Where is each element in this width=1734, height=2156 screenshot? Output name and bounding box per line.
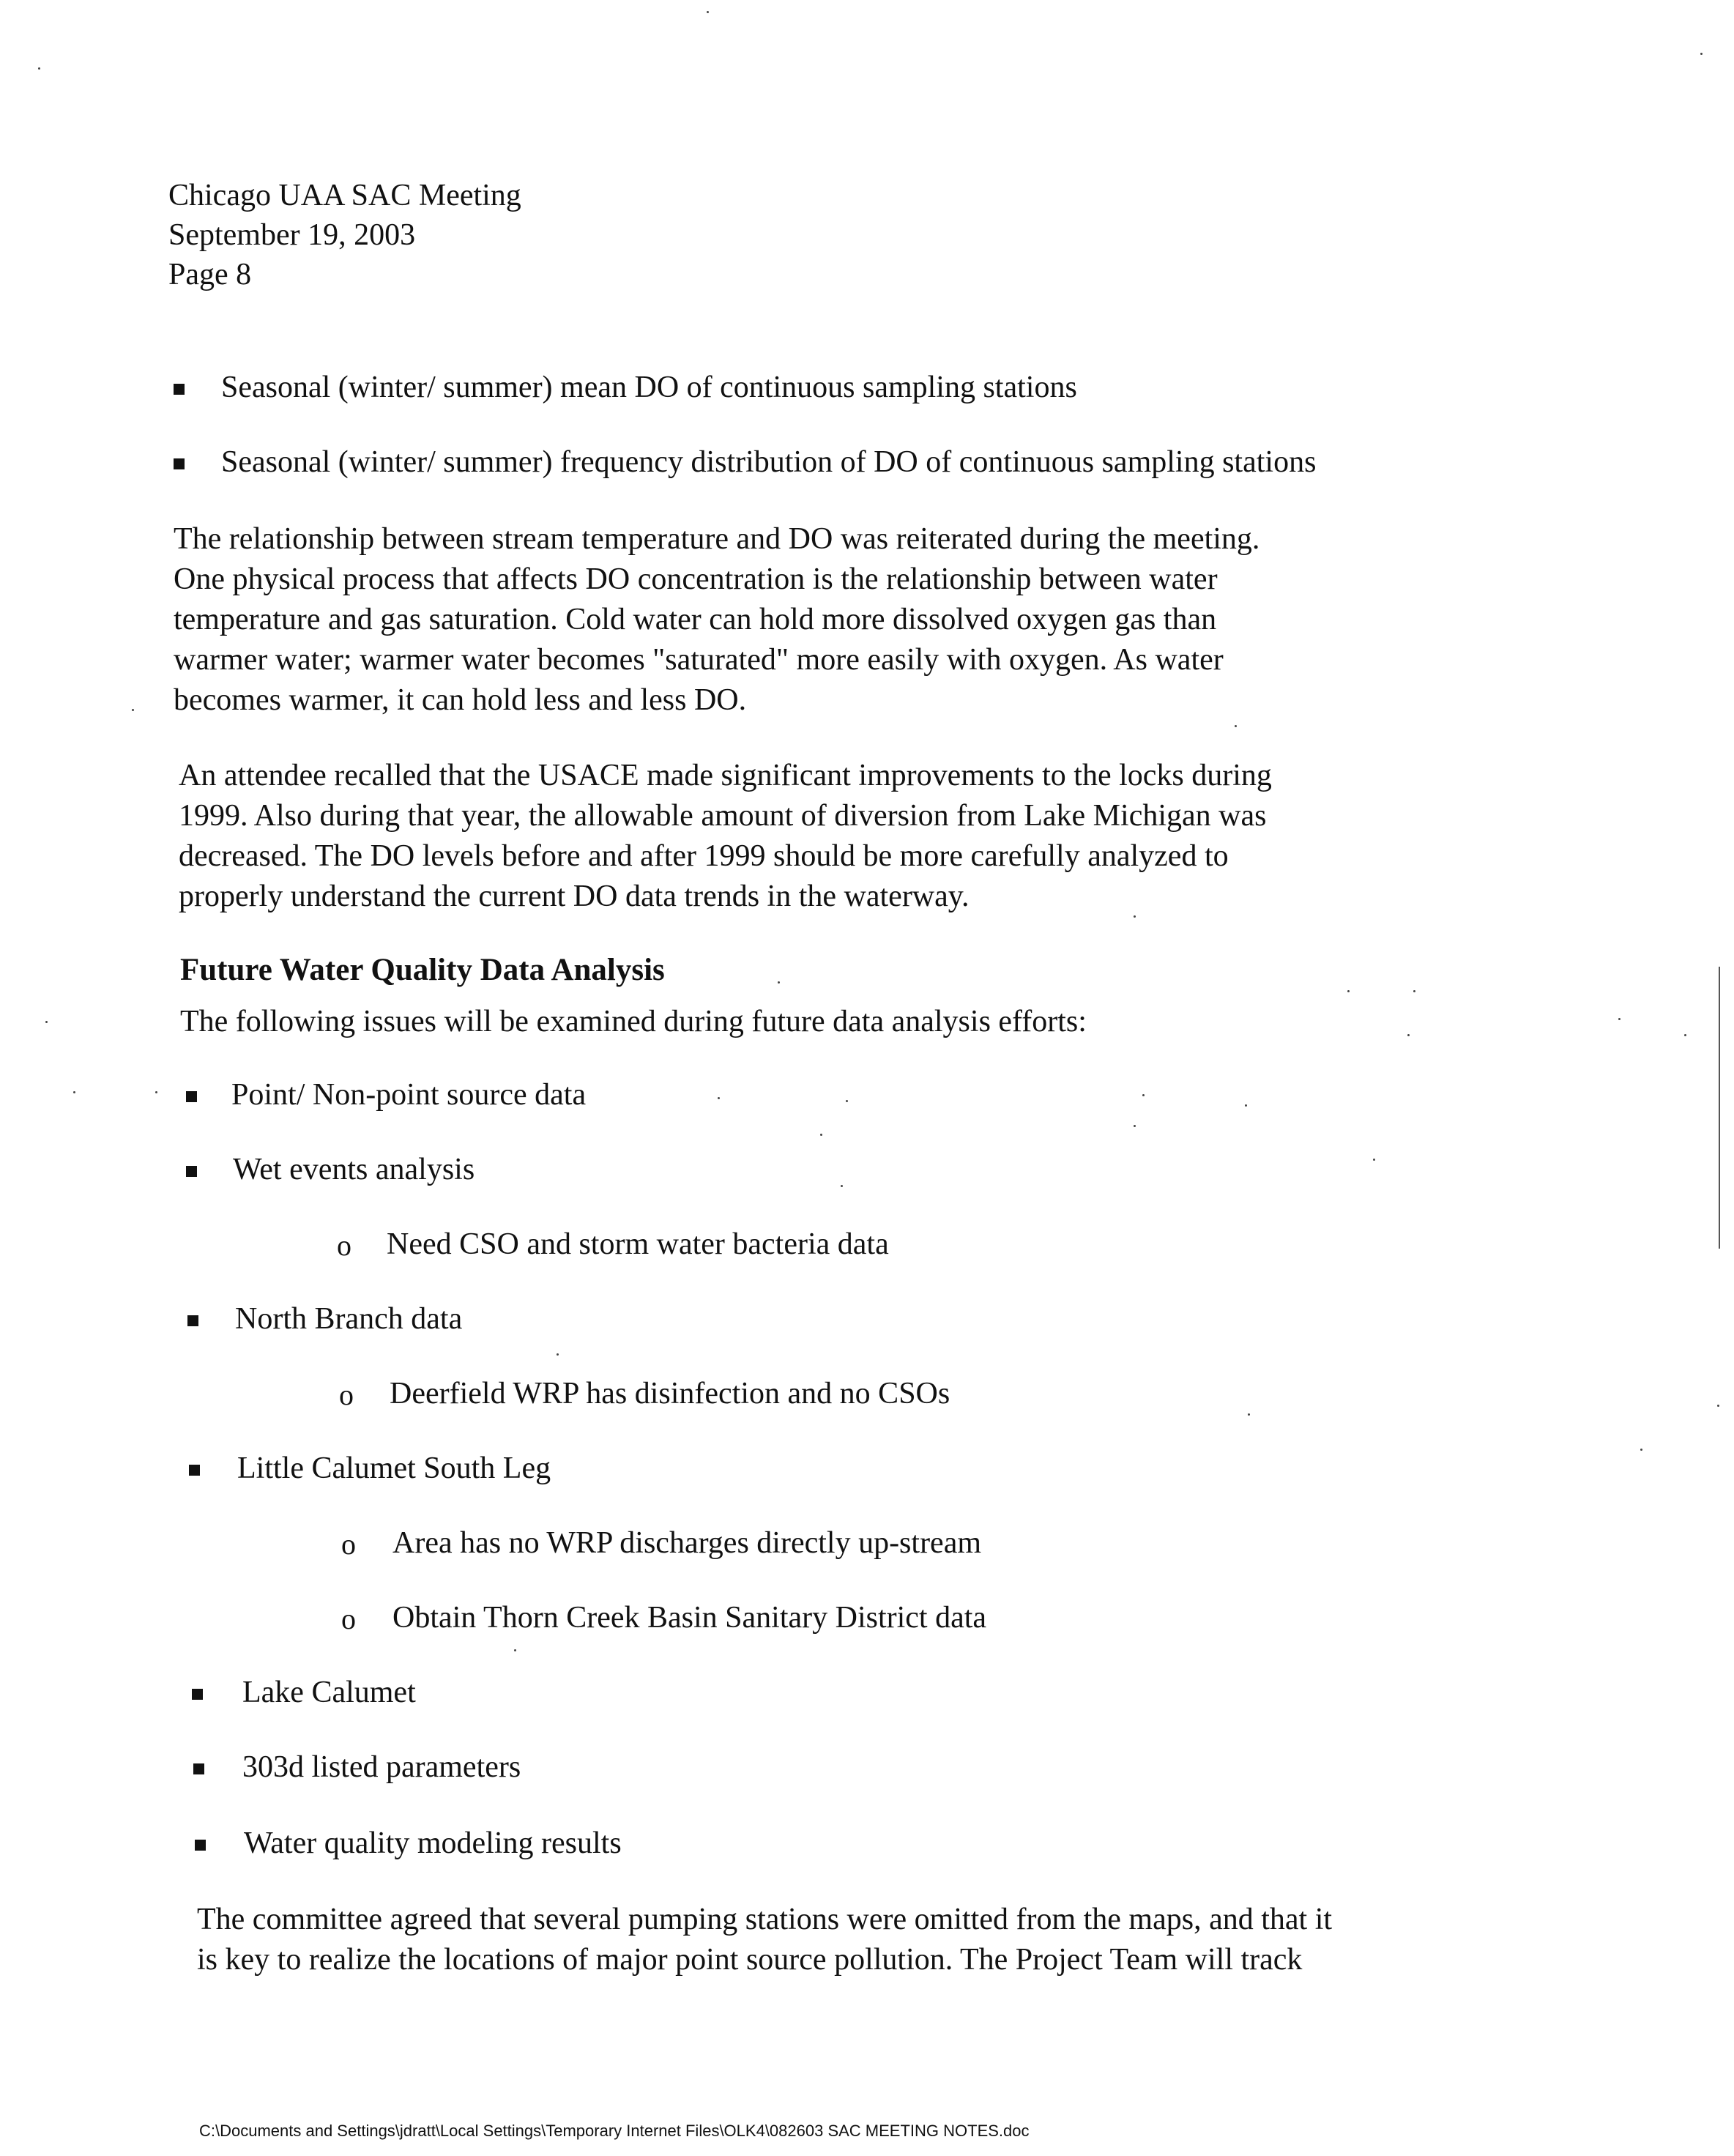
paragraph-line: The relationship between stream temperature and DO was reiterated during the meeting. <box>174 522 1260 556</box>
scan-speck <box>132 709 134 711</box>
sub-item-deerfield-wrp: Deerfield WRP has disinfection and no CSOs <box>390 1377 950 1410</box>
paragraph-line: becomes warmer, it can hold less and less DO. <box>174 683 747 717</box>
issue-wet-events: Wet events analysis <box>233 1153 475 1186</box>
paragraph-line: warmer water; warmer water becomes "saturated" more easily with oxygen. As water <box>174 643 1224 677</box>
scan-speck <box>820 1134 822 1136</box>
sub-item-thorn-creek: Obtain Thorn Creek Basin Sanitary District data <box>392 1601 987 1635</box>
scan-speck <box>1413 990 1415 992</box>
scan-speck <box>1142 1094 1145 1096</box>
scan-speck <box>514 1649 516 1651</box>
scan-speck <box>1134 915 1136 918</box>
header-page-number: Page 8 <box>168 258 252 291</box>
scan-speck <box>1700 53 1703 55</box>
paragraph-line: temperature and gas saturation. Cold water can hold more dissolved oxygen gas than <box>174 603 1217 636</box>
paragraph-line: The committee agreed that several pumping stations were omitted from the maps, and that it <box>197 1903 1333 1936</box>
scan-speck <box>1134 1125 1136 1127</box>
paragraph-line: An attendee recalled that the USACE made significant improvements to the locks during <box>179 759 1272 792</box>
scan-edge-line <box>1719 967 1720 1249</box>
scan-speck <box>1347 990 1350 992</box>
header-date: September 19, 2003 <box>168 218 416 252</box>
paragraph-line: decreased. The DO levels before and after 1999 should be more carefully analyzed to <box>179 839 1229 873</box>
sub-bullet-marker: o <box>341 1602 356 1635</box>
header-title: Chicago UAA SAC Meeting <box>168 179 521 212</box>
scan-speck <box>1373 1159 1375 1161</box>
bullet-icon <box>186 1091 197 1102</box>
issue-little-calumet: Little Calumet South Leg <box>237 1451 551 1485</box>
scan-speck <box>557 1353 559 1356</box>
bullet-icon <box>174 458 185 469</box>
scan-speck <box>841 1185 843 1187</box>
issue-north-branch: North Branch data <box>235 1302 463 1336</box>
bullet-icon <box>192 1689 203 1700</box>
issue-point-nonpoint: Point/ Non-point source data <box>231 1078 587 1112</box>
sub-bullet-marker: o <box>339 1378 354 1411</box>
bullet-icon <box>193 1763 204 1774</box>
paragraph-line: is key to realize the locations of major point source pollution. The Project Team will track <box>197 1943 1303 1977</box>
scan-speck <box>45 1021 48 1023</box>
scan-speck <box>1245 1104 1247 1107</box>
scan-speck <box>155 1091 157 1093</box>
footer-file-path: C:\Documents and Settings\jdratt\Local Settings\Temporary Internet Files\OLK4\082603 SAC MEETING NOTES.doc <box>199 2122 1030 2140</box>
scan-speck <box>73 1091 75 1093</box>
section-intro: The following issues will be examined during future data analysis efforts: <box>180 1005 1087 1038</box>
scan-speck <box>846 1100 848 1102</box>
scan-speck <box>718 1097 720 1099</box>
bullet-icon <box>174 384 185 395</box>
scan-speck <box>707 11 709 13</box>
scan-speck <box>1684 1034 1686 1036</box>
issue-lake-calumet: Lake Calumet <box>242 1676 416 1709</box>
bullet-item-mean-do: Seasonal (winter/ summer) mean DO of continuous sampling stations <box>221 371 1077 404</box>
sub-item-no-wrp-discharges: Area has no WRP discharges directly up-stream <box>392 1526 982 1560</box>
paragraph-line: One physical process that affects DO concentration is the relationship between water <box>174 562 1218 596</box>
sub-bullet-marker: o <box>341 1528 356 1561</box>
scan-speck <box>38 67 40 70</box>
bullet-icon <box>186 1166 197 1177</box>
issue-modeling-results: Water quality modeling results <box>244 1826 622 1860</box>
bullet-item-frequency-do: Seasonal (winter/ summer) frequency distribution of DO of continuous sampling stations <box>221 445 1317 479</box>
bullet-icon <box>189 1465 200 1476</box>
scan-speck <box>1407 1034 1410 1036</box>
scan-speck <box>1640 1449 1642 1451</box>
paragraph-pumping-stations <box>197 1900 1588 1980</box>
scan-speck <box>1248 1413 1250 1416</box>
paragraph-line: properly understand the current DO data trends in the waterway. <box>179 880 970 913</box>
bullet-icon <box>187 1315 198 1326</box>
issue-303d-parameters: 303d listed parameters <box>242 1750 521 1784</box>
paragraph-temperature-do <box>174 519 1565 721</box>
scan-speck <box>778 981 780 984</box>
scan-speck <box>1618 1018 1620 1020</box>
scan-speck <box>1235 725 1237 727</box>
paragraph-line: 1999. Also during that year, the allowable amount of diversion from Lake Michigan was <box>179 799 1267 833</box>
sub-item-cso-bacteria: Need CSO and storm water bacteria data <box>387 1227 889 1261</box>
paragraph-locks-1999 <box>179 756 1570 917</box>
sub-bullet-marker: o <box>337 1229 351 1262</box>
scan-speck <box>1717 1405 1719 1407</box>
section-heading: Future Water Quality Data Analysis <box>180 953 665 987</box>
bullet-icon <box>195 1840 206 1851</box>
